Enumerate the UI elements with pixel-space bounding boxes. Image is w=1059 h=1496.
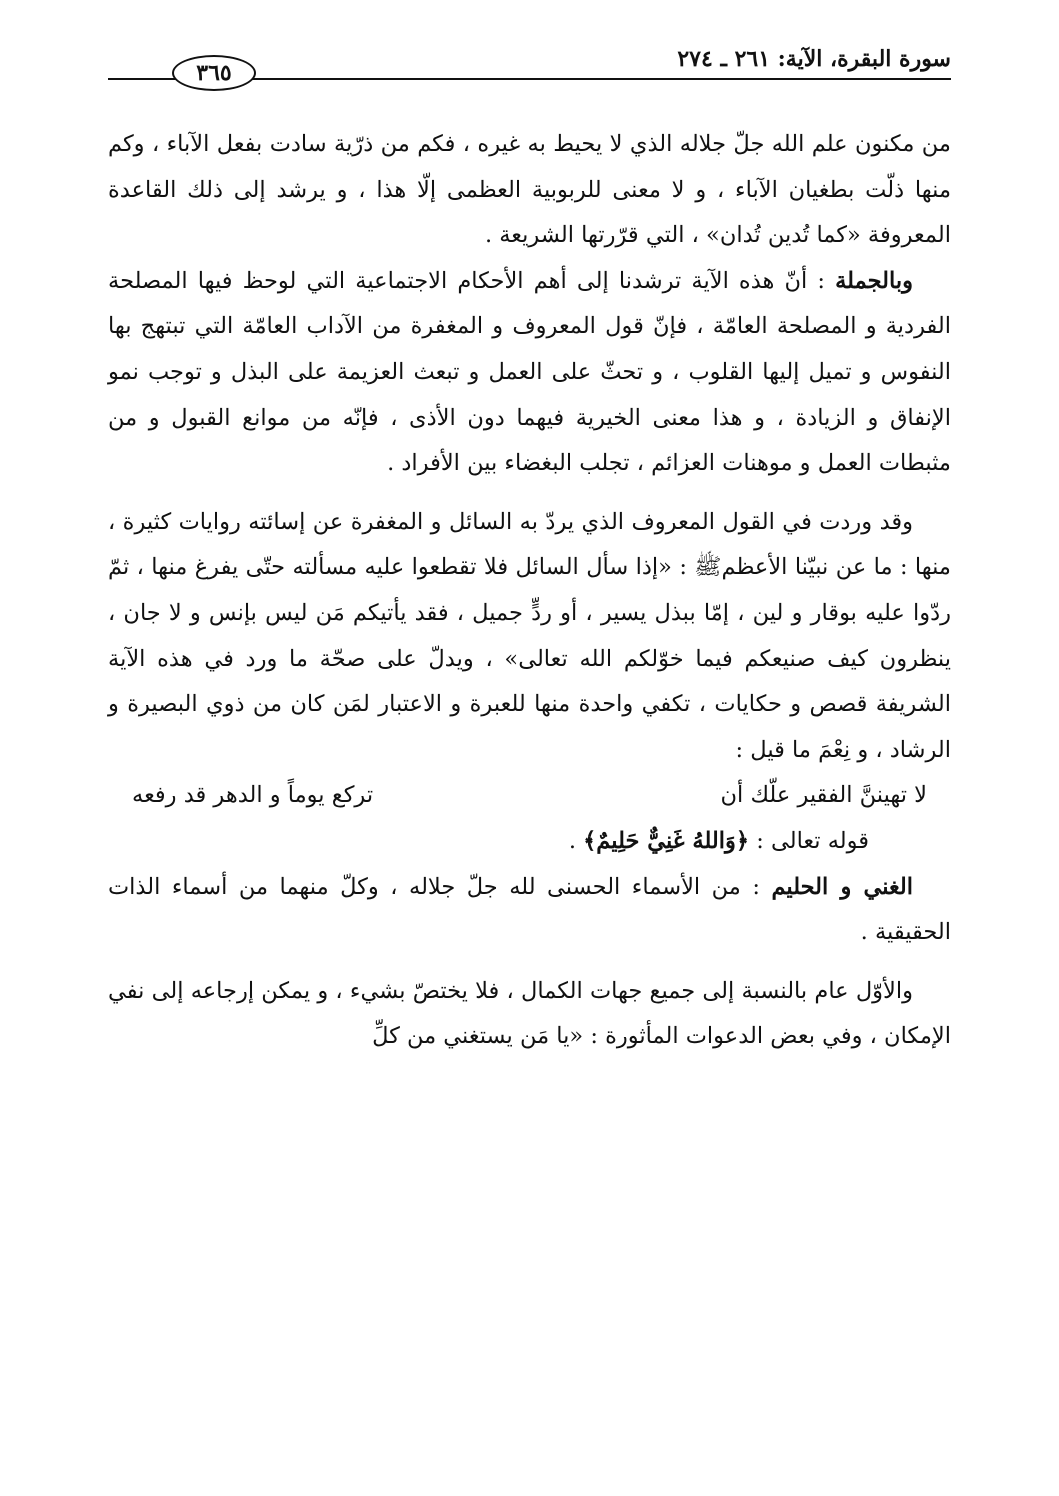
running-title: سورة البقرة، الآية: ٢٦١ ـ ٢٧٤ [677,46,951,72]
paragraph-3: وقد وردت في القول المعروف الذي يردّ به السائل و المغفرة عن إسائته روايات كثيرة ، منها : ما عن نبيّنا الأعظمﷺ : «إذا سأل السائل فلا تقطعوا عليه مسألته حتّى يفرغ منها ، ثمّ ردّوا عليه بوقار و لين ، إمّا ببذل يسير ، أو ردٍّ جميل ، فقد يأتيكم مَن ليس بإنس و لا جان ، ينظرون كيف صنيعكم فيما خوّلكم الله تعالى» ، ويدلّ على صحّة ما ورد في هذه الآية الشريفة قصص و حكايات ، تكفي واحدة منها للعبرة و الاعتبار لمَن كان من ذوي البصيرة و الرشاد ، و نِعْمَ ما قيل : [108,508,951,763]
definition-text: : من الأسماء الحسنى لله جلّ جلاله ، وكلّ منهما من أسماء الذات الحقيقية . [108,873,951,946]
paragraph-1: من مكنون علم الله جلّ جلاله الذي لا يحيط به غيره ، فكم من ذرّية سادت بفعل الآباء ، وكم منها ذلّت بطغيان الآباء ، و لا معنى للربوبية العظمى إلّا هذا ، و يرشد إلى ذلك القاعدة المعروفة «كما تُدين تُدان» ، التي قرّرتها الشريعة . [108,131,951,249]
quran-suffix: . [568,827,576,854]
definition-lead: الغني و الحليم [771,873,914,900]
definition-paragraph [108,865,951,956]
poem-verse [108,773,951,819]
poem-hemistich-2: تركع يوماً و الدهر قد رفعه [132,782,374,809]
quran-prefix: قوله تعالى : [756,827,869,854]
quran-aya: ﴿وَاللهُ غَنِيٌّ حَلِيمٌ﴾ [583,827,750,854]
quran-verse-line [108,819,951,865]
paragraph-2 [108,259,951,487]
page-header [108,44,951,84]
paragraph-2-lead: وبالجملة [835,267,913,294]
page-number: ٣٦٥ [172,55,256,91]
page-body [108,122,951,1060]
paragraph-last: والأوّل عام بالنسبة إلى جميع جهات الكمال ، فلا يختصّ بشيء ، و يمكن إرجاعه إلى نفي الإمكان ، وفي بعض الدعوات المأثورة : «يا مَن يستغني من كلِّ [108,977,951,1050]
poem-hemistich-1: لا تهيننَّ الفقير علّك أن [720,782,927,809]
paragraph-2-text: : أنّ هذه الآية ترشدنا إلى أهم الأحكام الاجتماعية التي لوحظ فيها المصلحة الفردية و المصلحة العامّة ، فإنّ قول المعروف و المغفرة من الآداب العامّة التي تبتهج بها النفوس و تميل إليها القلوب ، و تحثّ على العمل و تبعث العزيمة على البذل و توجب نمو الإنفاق و الزيادة ، و هذا معنى الخيرية فيهما دون الأذى ، فإنّه من موانع القبول و من مثبطات العمل و موهنات العزائم ، تجلب البغضاء بين الأفراد . [108,267,951,477]
